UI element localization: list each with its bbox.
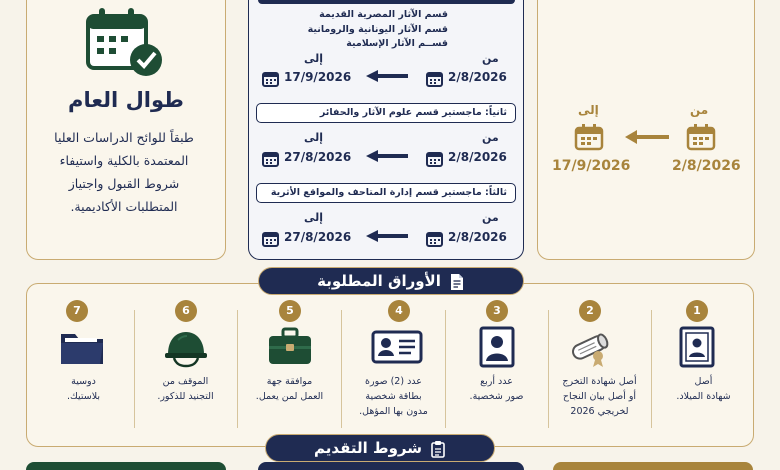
calendar-icon xyxy=(574,123,604,151)
document-number: 6 xyxy=(175,300,197,322)
first-program-header-bar xyxy=(258,0,515,4)
to-label: إلى xyxy=(578,103,599,117)
section-item: قسم الآثار المصرية القديمة xyxy=(319,9,448,20)
from-label: من xyxy=(482,211,499,224)
all-year-description xyxy=(34,126,214,218)
id-card-icon xyxy=(371,326,423,368)
document-6-text: الموقف من التجنيد للذكور. xyxy=(157,376,214,402)
document-number: 2 xyxy=(579,300,601,322)
divider xyxy=(651,310,652,428)
calendar-icon xyxy=(426,230,443,247)
section-item: قسم الآثار اليونانية والرومانية xyxy=(307,23,448,35)
portrait-photo-icon xyxy=(475,326,519,368)
description-line: شروط القبول واجتياز xyxy=(68,176,180,191)
birth-certificate-icon xyxy=(675,326,719,368)
calendar-icon xyxy=(262,70,279,87)
application-conditions-header xyxy=(265,434,495,462)
document-number: 7 xyxy=(66,300,88,322)
from-date: 2/8/2026 xyxy=(448,230,507,244)
document-number: 3 xyxy=(486,300,508,322)
to-date: 17/9/2026 xyxy=(552,158,631,174)
to-label: إلى xyxy=(304,131,324,144)
folder-icon xyxy=(58,326,106,368)
from-date: 2/8/2026 xyxy=(448,70,507,84)
from-date: 2/8/2026 xyxy=(448,150,507,164)
section-item: قســم الآثار الإسلامية xyxy=(346,38,448,49)
divider xyxy=(445,310,446,428)
program-3-title: ثالثاً: ماجستير قسم إدارة المتاحف والمواقع الأثرية xyxy=(256,183,516,203)
to-date: 27/8/2026 xyxy=(284,150,352,164)
from-date: 2/8/2026 xyxy=(672,158,741,174)
documents-header-text: الأوراق المطلوبة xyxy=(317,272,441,290)
arrow-left-icon xyxy=(366,150,408,162)
document-number: 4 xyxy=(388,300,410,322)
calendar-icon xyxy=(686,123,716,151)
to-label: إلى xyxy=(304,52,324,65)
divider xyxy=(237,310,238,428)
to-date: 27/8/2026 xyxy=(284,230,352,244)
document-1-text: أصل شهادة الميلاد. xyxy=(676,376,731,402)
arrow-left-icon xyxy=(366,70,408,82)
calendar-icon xyxy=(262,230,279,247)
document-number: 1 xyxy=(686,300,708,322)
conditions-header-text: شروط التقديم xyxy=(314,439,422,457)
description-line: المتطلبات الأكاديمية. xyxy=(70,199,178,214)
military-helmet-icon xyxy=(164,326,208,368)
arrow-left-icon xyxy=(366,230,408,242)
bottom-card-strip xyxy=(258,462,524,470)
all-year-title: طوال العام xyxy=(68,88,184,112)
description-line: المعتمدة بالكلية واستيفاء xyxy=(59,153,189,168)
required-documents-header xyxy=(258,267,524,295)
calendar-icon xyxy=(262,150,279,167)
first-program-sections xyxy=(262,8,448,52)
calendar-icon xyxy=(426,150,443,167)
description-line: طبقاً للوائح الدراسات العليا xyxy=(54,130,194,145)
document-icon xyxy=(449,273,465,291)
arrow-left-icon xyxy=(625,130,669,144)
briefcase-icon xyxy=(266,326,314,368)
program-2-title: ثانياً: ماجستير قسم علوم الآثار والحفائر xyxy=(256,103,516,123)
diploma-scroll-icon xyxy=(568,326,612,368)
bottom-card-strip xyxy=(553,462,753,470)
to-label: إلى xyxy=(304,211,324,224)
calendar-icon xyxy=(426,70,443,87)
document-number: 5 xyxy=(279,300,301,322)
divider xyxy=(134,310,135,428)
to-date: 17/9/2026 xyxy=(284,70,352,84)
calendar-check-icon xyxy=(84,6,166,78)
document-4-text: عدد (2) صورة بطاقة شخصية مدون بها المؤهل. xyxy=(359,376,428,417)
bottom-card-strip xyxy=(26,462,226,470)
clipboard-icon xyxy=(430,440,446,458)
from-label: من xyxy=(482,52,499,65)
document-5-text: موافقة جهة العمل لمن يعمل. xyxy=(255,376,324,402)
document-2-text: أصل شهادة التخرج أو أصل بيان النجاح لخريجي 2026 xyxy=(562,376,637,417)
document-3-text: عدد أربع صور شخصية. xyxy=(469,376,524,402)
document-7-text: دوسية بلاستيك. xyxy=(66,376,101,402)
from-label: من xyxy=(690,103,709,117)
from-label: من xyxy=(482,131,499,144)
